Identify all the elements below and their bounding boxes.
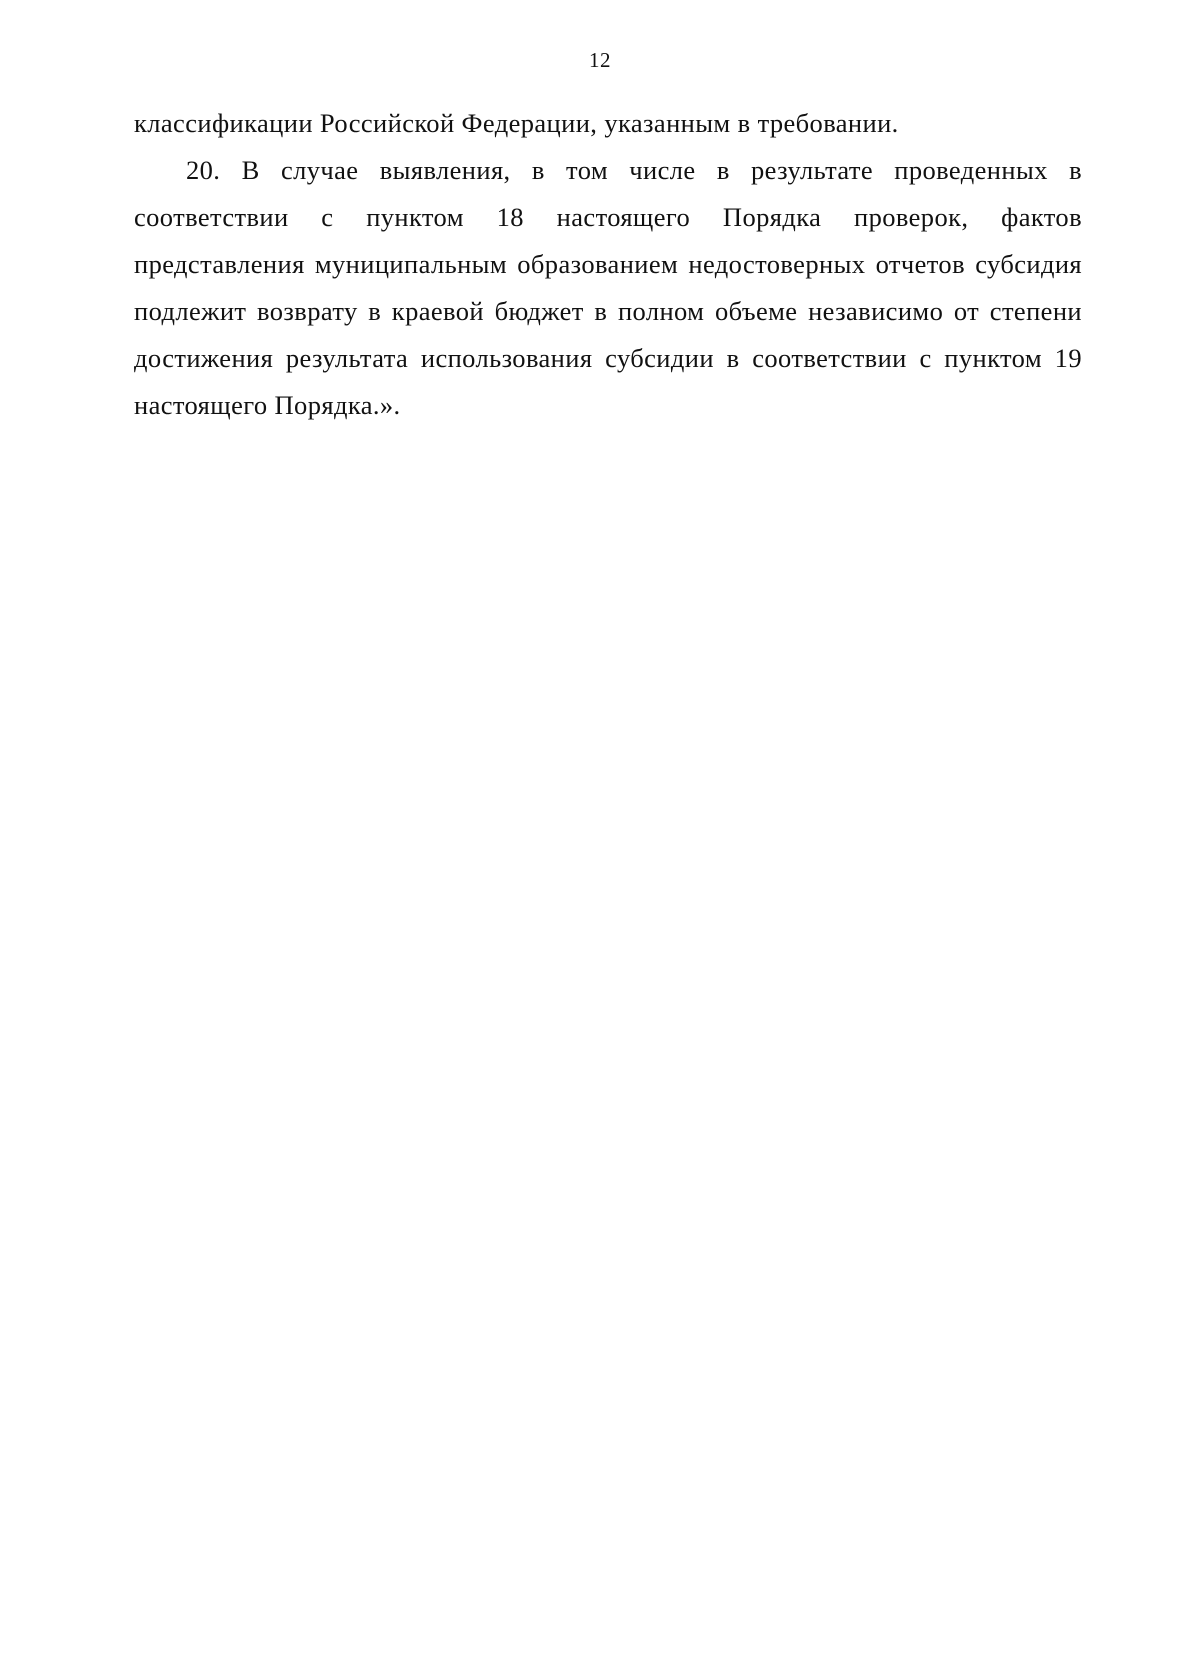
paragraph-20-line-5: достижения результата использования субсидии в соответствии с пунктом 19 <box>134 343 1082 373</box>
paragraph-20-line-2: соответствии с пунктом 18 настоящего Порядка проверок, фактов <box>134 202 1082 232</box>
paragraph-20-line-1: 20. В случае выявления, в том числе в результате проведенных в <box>186 155 1082 185</box>
paragraph-20-line-4: подлежит возврату в краевой бюджет в полном объеме независимо от степени <box>134 296 1082 326</box>
paragraph-20-line-6: настоящего Порядка.». <box>134 390 401 420</box>
page-number: 12 <box>589 48 611 72</box>
continuation-line: классификации Российской Федерации, указанным в требовании. <box>134 108 899 138</box>
paragraph-20-line-3: представления муниципальным образованием недостоверных отчетов субсидия <box>134 249 1082 279</box>
document-body <box>134 100 1082 429</box>
